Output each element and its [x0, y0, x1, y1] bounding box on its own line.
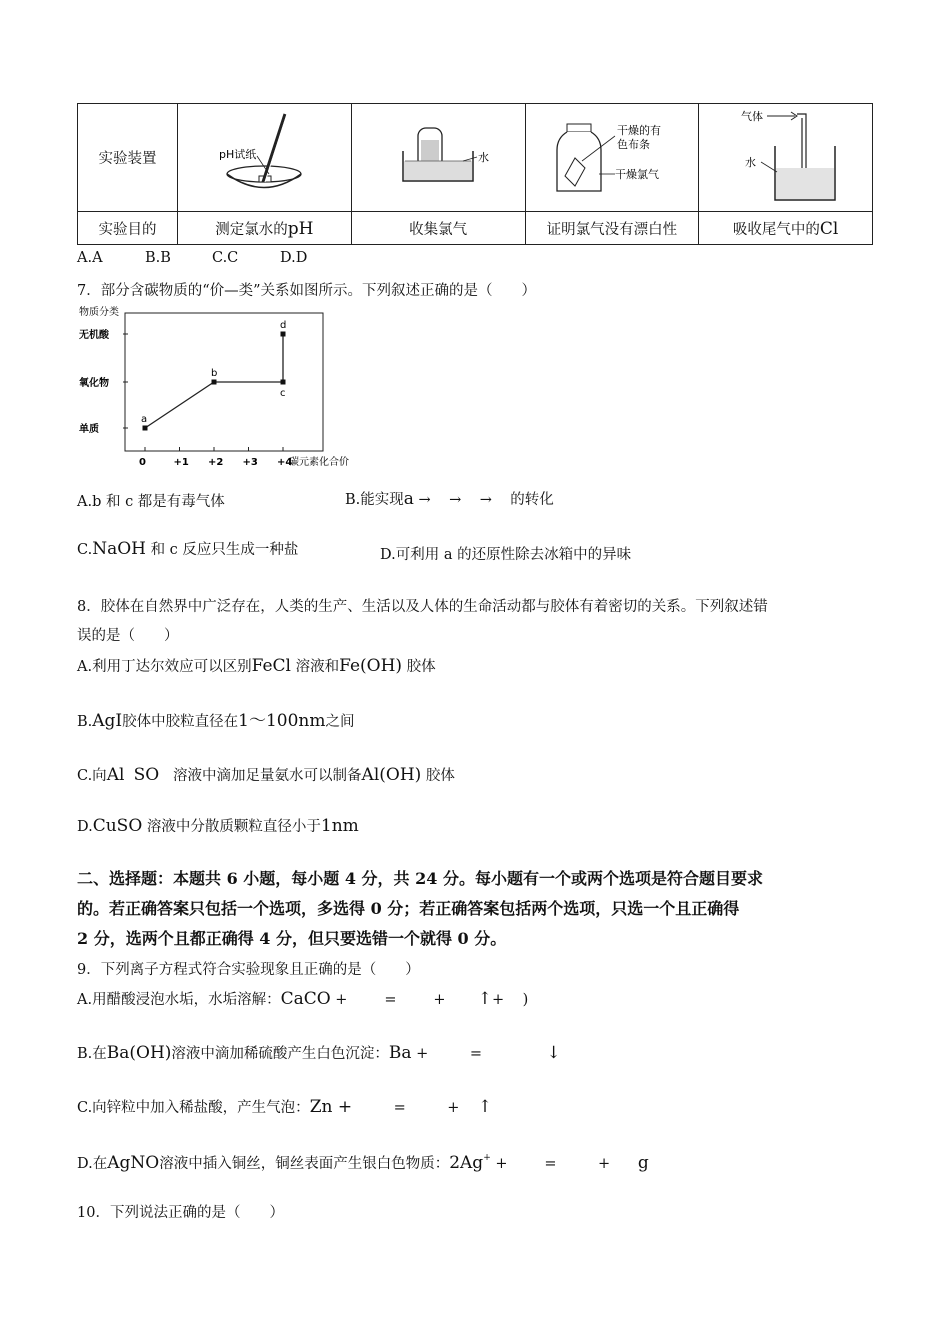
label-water-d: 水: [744, 155, 756, 169]
label-gas: 气体: [740, 109, 763, 123]
label-dry-cloth-2: 色布条: [616, 137, 650, 151]
apparatus-a: [178, 104, 352, 212]
label-water-b: 水: [478, 150, 490, 164]
purpose-c: 证明氯气没有漂白性: [525, 212, 699, 245]
section2-line2: 的。若正确答案只包括一个选项，多选得 0 分；若正确答案包括两个选项，只选一个且正确得: [77, 899, 740, 918]
chart-point-label-a: a: [141, 414, 148, 425]
gas-collection-illustration: [363, 106, 513, 206]
apparatus-d: [699, 104, 873, 212]
tail-gas-absorption-illustration: [711, 106, 861, 206]
chart-point-d: [281, 332, 286, 337]
row-header-purpose: 实验目的: [78, 212, 178, 245]
q7-option-a[interactable]: A.b 和 c 都是有毒气体: [77, 494, 225, 510]
chart-point-label-c: c: [280, 388, 286, 399]
q8-stem-line1: 8．胶体在自然界中广泛存在，人类的生产、生活以及人体的生命活动都与胶体有着密切的关系。下列叙述错: [77, 599, 768, 615]
q8-option-c[interactable]: C.向Al SO 溶液中滴加足量氨水可以制备Al(OH) 胶体: [77, 765, 455, 785]
dry-chlorine-illustration: [537, 106, 687, 206]
q7-valence-chart: [77, 305, 377, 475]
chart-ytick: 无机酸: [79, 330, 109, 341]
section2-line3: 2 分，选两个且都正确得 4 分，但只要选错一个就得 0 分。: [77, 929, 507, 948]
chart-ytick: 氧化物: [79, 378, 109, 389]
chart-xtick: +2: [208, 457, 224, 468]
q6-option-d[interactable]: D.D: [280, 250, 308, 266]
apparatus-c: [525, 104, 699, 212]
q8-option-d[interactable]: D.CuSO 溶液中分散质颗粒直径小于1nm: [77, 816, 359, 836]
chart-point-a: [143, 426, 148, 431]
purpose-b: 收集氯气: [351, 212, 525, 245]
q9-option-a[interactable]: A.用醋酸浸泡水垢，水垢溶解：CaCO + = + ↑+ ): [77, 989, 529, 1009]
ph-paper-illustration: [189, 106, 339, 206]
label-ph-paper: pH试纸: [219, 147, 257, 161]
q9-option-c[interactable]: C.向锌粒中加入稀盐酸，产生气泡：Zn + = + ↑: [77, 1097, 493, 1117]
apparatus-b: [351, 104, 525, 212]
q7-option-b[interactable]: B.能实现a → → → 的转化: [345, 489, 554, 509]
purpose-d: 吸收尾气中的Cl: [699, 212, 873, 245]
label-dry-cloth-1: 干燥的有: [616, 123, 661, 137]
q9-option-b[interactable]: B.在Ba(OH)溶液中滴加稀硫酸产生白色沉淀：Ba + = ↓: [77, 1043, 561, 1063]
section2-line1: 二、选择题：本题共 6 小题，每小题 4 分，共 24 分。每小题有一个或两个选项是符合题目要求: [77, 869, 763, 888]
chart-xtick: +1: [173, 457, 189, 468]
chart-ylabel: 物质分类: [79, 307, 119, 318]
q6-option-b[interactable]: B.B: [145, 250, 171, 266]
chart-point-c: [281, 380, 286, 385]
experiment-table: [77, 103, 873, 245]
q9-option-d[interactable]: D.在AgNO溶液中插入铜丝，铜丝表面产生银白色物质：2Ag+ + = + g: [77, 1153, 649, 1173]
chart-xtick: 0: [139, 457, 146, 468]
q8-option-b[interactable]: B.AgI胶体中胶粒直径在1～100nm之间: [77, 711, 355, 731]
q6-option-a[interactable]: A.A: [77, 250, 103, 266]
purpose-a: 测定氯水的pH: [178, 212, 352, 245]
chart-xtick: +4: [277, 457, 293, 468]
q9-stem: 9．下列离子方程式符合实验现象且正确的是（ ）: [77, 962, 420, 978]
q7-option-c[interactable]: C.NaOH 和 c 反应只生成一种盐: [77, 539, 299, 559]
chart-xlabel: 碳元素化合价: [289, 457, 349, 468]
q8-option-a[interactable]: A.利用丁达尔效应可以区别FeCl 溶液和Fe(OH) 胶体: [77, 656, 436, 676]
q7-stem: 7．部分含碳物质的“价—类”关系如图所示。下列叙述正确的是（ ）: [77, 283, 537, 299]
chart-point-label-b: b: [211, 368, 218, 379]
q10-stem: 10．下列说法正确的是（ ）: [77, 1205, 284, 1221]
chart-point-b: [212, 380, 217, 385]
label-dry-chlorine: 干燥氯气: [614, 167, 659, 181]
chart-point-label-d: d: [280, 320, 287, 331]
q7-option-d[interactable]: D.可利用 a 的还原性除去冰箱中的异味: [380, 547, 632, 563]
chart-ytick: 单质: [79, 424, 99, 435]
chart-xtick: +3: [242, 457, 258, 468]
q8-stem-line2: 误的是（ ）: [77, 628, 179, 644]
row-header-apparatus: 实验装置: [78, 104, 178, 212]
q6-option-c[interactable]: C.C: [212, 250, 239, 266]
